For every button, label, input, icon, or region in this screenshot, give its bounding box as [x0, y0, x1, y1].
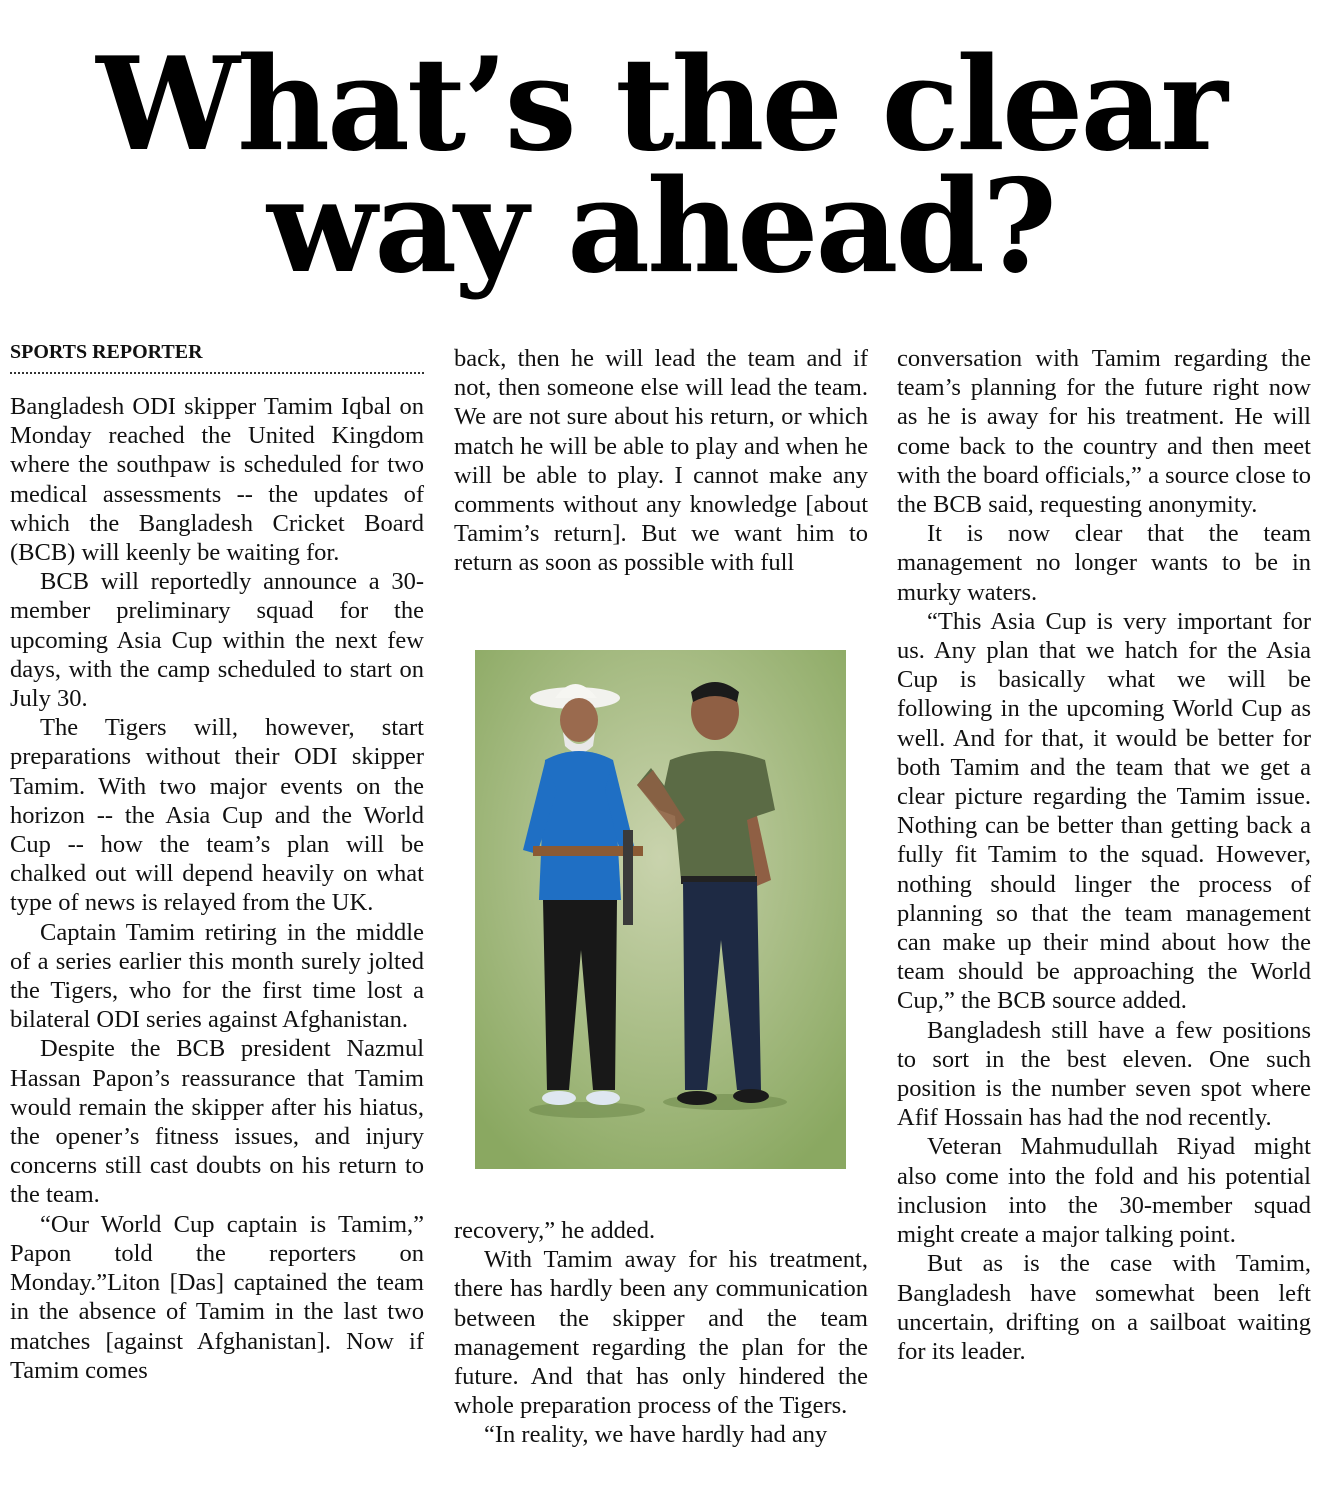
paragraph: But as is the case with Tamim, Bangladesh have somewhat been left uncertain, drifting on a sailboat waiting for its leader.	[897, 1250, 1311, 1365]
paragraph: “In reality, we have hardly had any	[484, 1421, 828, 1449]
headline-line-1: What’s the clear	[96, 30, 1225, 180]
paragraph: Bangladesh ODI skipper Tamim Iqbal on Monday reached the United Kingdom where the southpaw is scheduled for two medical assessments -- the updates of which the Bangladesh Cricket Board (BCB) will keenly be waiting for.	[10, 393, 424, 567]
headline	[0, 30, 1321, 302]
paragraph: BCB will reportedly announce a 30-member preliminary squad for the upcoming Asia Cup within the next few days, with the camp scheduled to start on July 30.	[10, 568, 424, 713]
news-photo	[475, 650, 846, 1169]
paragraph: It is now clear that the team management no longer wants to be in murky waters.	[897, 520, 1311, 606]
article-column-2-top	[454, 344, 868, 578]
article-column-2-bottom	[454, 1216, 868, 1450]
paragraph: Bangladesh still have a few positions to sort in the best eleven. One such position is the number seven spot where Afif Hossain has had the nod recently.	[897, 1016, 1311, 1132]
article-column-3	[897, 344, 1311, 1366]
article-column-1	[10, 340, 424, 1385]
paragraph: “This Asia Cup is very important for us. Any plan that we hatch for the Asia Cup is basically what we will be following in the upcoming World Cup as well. And for that, it would be better for both Tamim and the team that we get a clear picture regarding the Tamim issue. Nothing can be better than getting back a fully fit Tamim to the squad. However, nothing should linger the process of planning so that the team management can make up their mind about how the team should be approaching the World Cup,” the BCB source added.	[897, 607, 1311, 1015]
paragraph: Veteran Mahmudullah Riyad might also come into the fold and his potential inclusion into the 30-member squad might create a major talking point.	[897, 1133, 1311, 1249]
paragraph: conversation with Tamim regarding the team’s planning for the future right now as he is away for his treatment. He will come back to the country and then meet with the board officials,” a source close to the BCB said, requesting anonymity.	[897, 345, 1311, 519]
paragraph: Captain Tamim retiring in the middle of a series earlier this month surely jolted the Tigers, who for the first time lost a bilateral ODI series against Afghanistan.	[10, 918, 424, 1034]
paragraph: recovery,” he added.	[454, 1217, 656, 1244]
paragraph: Despite the BCB president Nazmul Hassan Papon’s reassurance that Tamim would remain the skipper after his hiatus, the opener’s fitness issues, and injury concerns still cast doubts on his return to the team.	[10, 1035, 424, 1209]
paragraph: With Tamim away for his treatment, there has hardly been any communication between the skipper and the team management regarding the plan for the future. And that has only hindered the whole preparation process of the Tigers.	[454, 1246, 868, 1420]
byline: SPORTS REPORTER	[10, 340, 424, 374]
paragraph: back, then he will lead the team and if not, then someone else will lead the team. We are not sure about his return, or which match he will be able to play and when he will be able to play. I cannot make any comments without any knowledge [about Tamim’s return]. But we want him to return as soon as possible with full	[454, 345, 868, 577]
photo-illustration	[475, 650, 846, 1169]
headline-line-2: way ahead?	[267, 152, 1054, 302]
paragraph: The Tigers will, however, start preparations without their ODI skipper Tamim. With two major events on the horizon -- the Asia Cup and the World Cup -- how the team’s plan will be chalked out will depend heavily on what type of news is relayed from the UK.	[10, 714, 424, 917]
paragraph: “Our World Cup captain is Tamim,” Papon told the reporters on Monday.”Liton [Das] captained the team in the absence of Tamim in the last two matches [against Afghanistan]. Now if Tamim comes	[10, 1210, 424, 1384]
